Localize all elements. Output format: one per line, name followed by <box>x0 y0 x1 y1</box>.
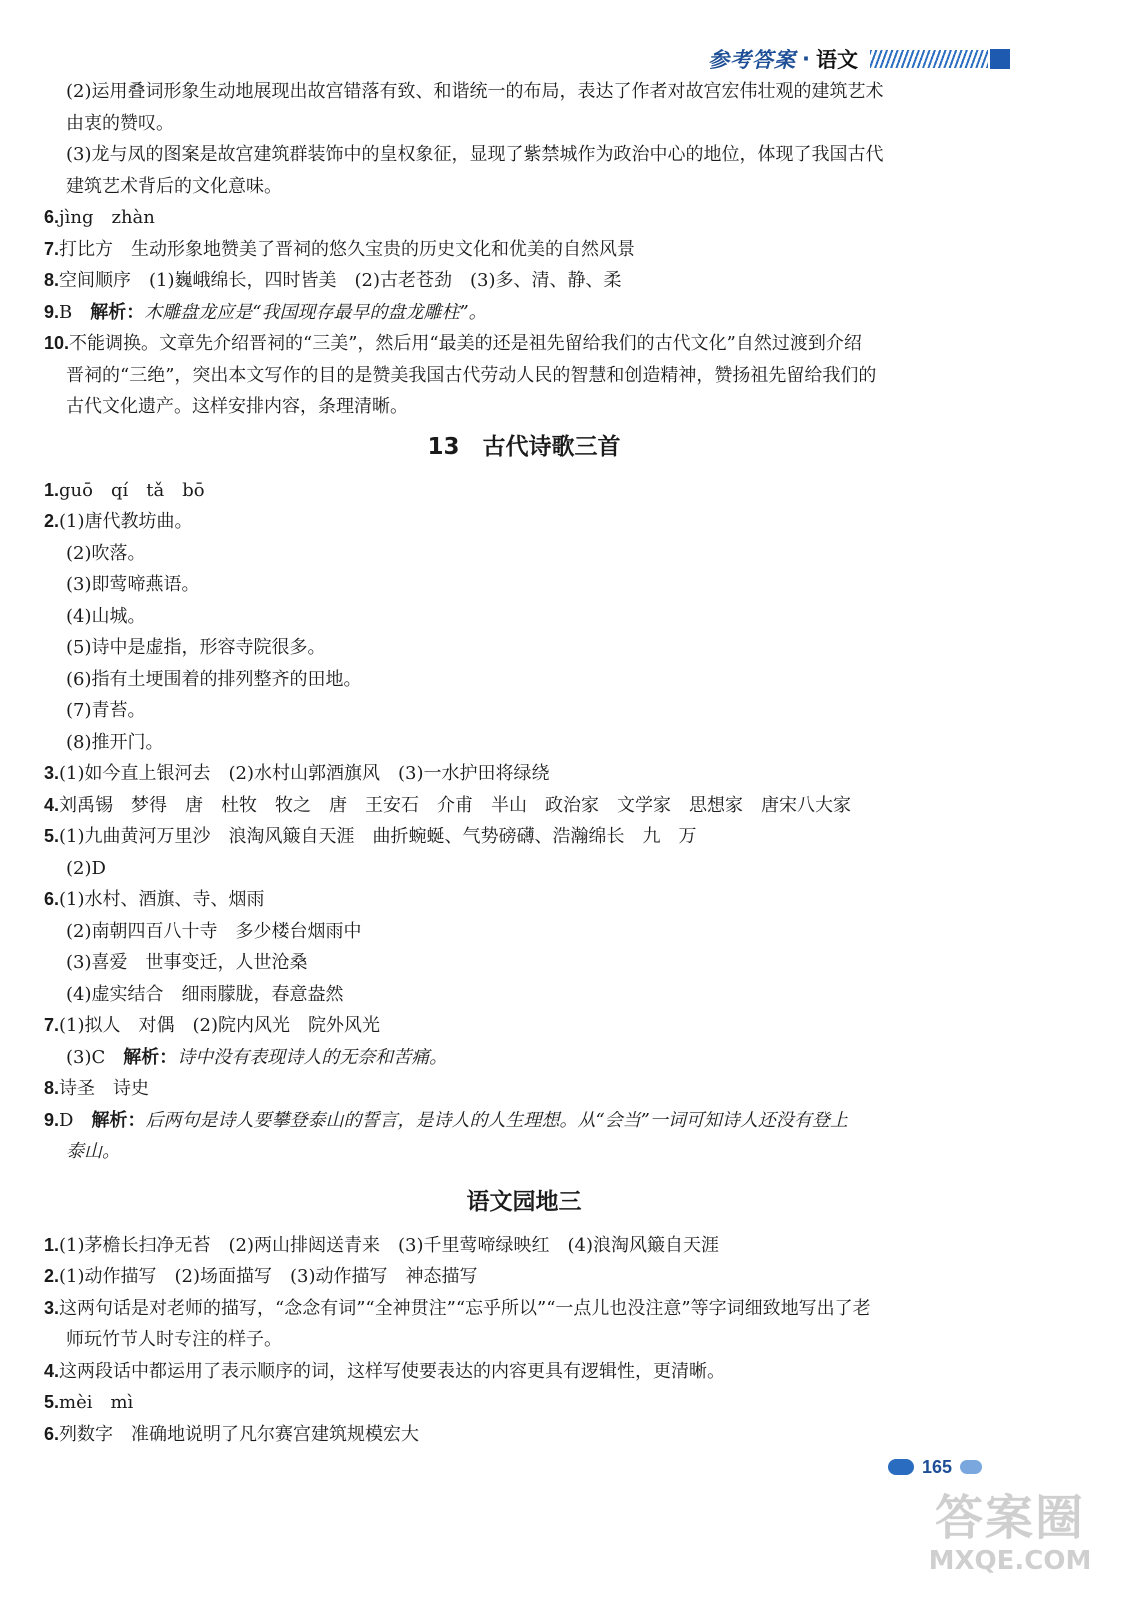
footer-pill-left-decoration <box>888 1459 914 1475</box>
answer-line: (3)即莺啼燕语。 <box>66 574 200 595</box>
watermark <box>910 1490 1110 1590</box>
item-number: 1. <box>44 1234 60 1255</box>
header-dot: · <box>802 47 810 71</box>
item-number: 2. <box>44 511 60 531</box>
item-number: 7. <box>44 1015 60 1035</box>
answer-line: (2)吹落。 <box>66 542 146 564</box>
header-title: 参考答案 <box>708 48 797 72</box>
item-number: 6. <box>44 889 60 909</box>
answer-item <box>44 1261 1004 1293</box>
answer-line: 师玩竹节人时专注的样子。 <box>66 1329 282 1350</box>
answer-item <box>44 265 1004 297</box>
item-text: B <box>59 301 91 323</box>
item-text: 列数字 准确地说明了凡尔赛宫建筑规模宏大 <box>59 1423 420 1445</box>
item-text: 这两句话是对老师的描写，“念念有词”“全神贯注”“忘乎所以”“一点儿也没注意”等字词细致地写出了老 <box>59 1297 871 1319</box>
answer-item <box>44 1073 1004 1105</box>
item-number: 5. <box>44 826 60 846</box>
analysis-label: 解析： <box>90 301 145 323</box>
item-text: 刘禹锡 梦得 唐 杜牧 牧之 唐 王安石 介甫 半山 政治家 文学家 思想家 唐宋八大家 <box>59 794 852 816</box>
item-text: (1)动作描写 (2)场面描写 (3)动作描写 神态描写 <box>59 1266 478 1287</box>
answer-line <box>44 1042 1004 1074</box>
item-text: 这两段话中都运用了表示顺序的词，这样写使要表达的内容更具有逻辑性，更清晰。 <box>59 1360 726 1382</box>
item-text: 打比方 生动形象地赞美了晋祠的悠久宝贵的历史文化和优美的自然风景 <box>59 238 636 260</box>
answer-line: (2)D <box>66 857 106 879</box>
item-number: 4. <box>44 1360 60 1381</box>
item-number: 10. <box>44 333 70 353</box>
answer-item <box>44 884 1004 916</box>
answer-item <box>44 758 1004 790</box>
item-text: (1)如今直上银河去 (2)水村山郭酒旗风 (3)一水护田将绿绕 <box>59 763 550 784</box>
analysis-text: 后两句是诗人要攀登泰山的誓言，是诗人的人生理想。从“会当”一词可知诗人还没有登上 <box>145 1109 848 1131</box>
answer-item <box>44 1419 1004 1451</box>
footer-pill-right-decoration <box>960 1460 982 1474</box>
answer-item <box>44 1010 1004 1042</box>
header-subject: 语文 <box>816 48 858 72</box>
answer-item <box>44 1356 1004 1388</box>
item-text: (1)茅檐长扫净无苔 (2)两山排闼送青来 (3)千里莺啼绿映红 (4)浪淘风簸自天涯 <box>59 1234 720 1256</box>
answer-line: (6)指有土埂围着的排列整齐的田地。 <box>66 668 362 690</box>
item-text: mèi mì <box>59 1392 134 1413</box>
answer-content <box>44 76 1004 1450</box>
item-number: 1. <box>44 479 60 500</box>
answer-line: (8)推开门。 <box>66 731 164 753</box>
item-text: (1)水村、酒旗、寺、烟雨 <box>59 889 265 910</box>
item-text: 空间顺序 (1)巍峨绵长，四时皆美 (2)古老苍劲 (3)多、清、静、柔 <box>59 270 622 291</box>
page-number: 165 <box>922 1456 953 1477</box>
item-text: jìng zhàn <box>59 207 155 228</box>
item-number: 9. <box>44 1109 60 1130</box>
answer-item <box>44 1293 1004 1325</box>
page-header <box>650 44 1010 74</box>
item-text: (1)九曲黄河万里沙 浪淘风簸自天涯 曲折蜿蜒、气势磅礴、浩瀚绵长 九 万 <box>59 826 697 847</box>
item-number: 2. <box>44 1266 60 1286</box>
answer-line: (7)青苔。 <box>66 700 146 721</box>
answer-line: 由衷的赞叹。 <box>66 112 174 134</box>
analysis-text: 诗中没有表现诗人的无奈和苦痛。 <box>177 1046 448 1068</box>
item-text: (1)拟人 对偶 (2)院内风光 院外风光 <box>59 1015 381 1036</box>
answer-item <box>44 234 1004 266</box>
analysis-label: 解析： <box>91 1109 146 1131</box>
answer-line: (4)虚实结合 细雨朦胧，春意盎然 <box>66 983 344 1005</box>
answer-item <box>44 1387 1004 1419</box>
answer-item <box>44 1230 1004 1262</box>
analysis-label: 解析： <box>123 1046 178 1068</box>
item-text: (3)C <box>66 1046 124 1068</box>
item-number: 7. <box>44 238 60 259</box>
answer-item <box>44 297 1004 329</box>
watermark-url: MXQE.COM <box>928 1546 1092 1576</box>
watermark-logo-text: 答案圈 <box>934 1490 1085 1546</box>
answer-line: (3)龙与凤的图案是故宫建筑群装饰中的皇权象征，显现了紫禁城作为政治中心的地位，体现了我国古代 <box>66 144 884 165</box>
answer-line: 古代文化遗产。这样安排内容，条理清晰。 <box>66 396 408 417</box>
page-footer <box>888 1456 982 1478</box>
answer-line: (2)运用叠词形象生动地展现出故宫错落有致、和谐统一的布局，表达了作者对故宫宏伟壮观的建筑艺术 <box>66 81 884 102</box>
item-number: 8. <box>44 270 60 290</box>
answer-line: (3)喜爱 世事变迁，人世沧桑 <box>66 952 308 973</box>
answer-line: 晋祠的“三绝”，突出本文写作的目的是赞美我国古代劳动人民的智慧和创造精神，赞扬祖先留给我们的 <box>66 364 877 386</box>
answer-item <box>44 202 1004 234</box>
item-number: 5. <box>44 1392 60 1412</box>
item-text: 不能调换。文章先介绍晋祠的“三美”，然后用“最美的还是祖先留给我们的古代文化”自然过渡到介绍 <box>69 333 862 354</box>
section-title-13: 13 古代诗歌三首 <box>427 433 621 460</box>
answer-item <box>44 1105 1004 1137</box>
answer-line: (4)山城。 <box>66 605 146 627</box>
answer-item <box>44 328 1004 360</box>
answer-item <box>44 821 1004 853</box>
item-text: guō qí tǎ bō <box>59 479 205 501</box>
item-text: 诗圣 诗史 <box>59 1078 150 1099</box>
analysis-text: 木雕盘龙应是“我国现存最早的盘龙雕柱”。 <box>144 301 487 323</box>
answer-line: 建筑艺术背后的文化意味。 <box>66 175 282 197</box>
item-number: 3. <box>44 1297 60 1318</box>
item-number: 9. <box>44 301 60 322</box>
answer-line: (2)南朝四百八十寺 多少楼台烟雨中 <box>66 920 362 942</box>
header-block-decoration <box>990 49 1010 69</box>
item-number: 8. <box>44 1078 60 1098</box>
item-number: 3. <box>44 763 60 783</box>
answer-item <box>44 790 1004 822</box>
answer-line: (5)诗中是虚指，形容寺院很多。 <box>66 637 326 658</box>
item-text: D <box>59 1109 92 1131</box>
item-text: (1)唐代教坊曲。 <box>59 511 193 532</box>
item-number: 4. <box>44 794 60 815</box>
answer-line: 泰山。 <box>66 1141 120 1162</box>
item-number: 6. <box>44 207 60 227</box>
section-title-garden: 语文园地三 <box>466 1188 582 1215</box>
header-stripes-decoration <box>870 50 988 68</box>
answer-item <box>44 475 1004 507</box>
answer-item <box>44 506 1004 538</box>
item-number: 6. <box>44 1423 60 1444</box>
